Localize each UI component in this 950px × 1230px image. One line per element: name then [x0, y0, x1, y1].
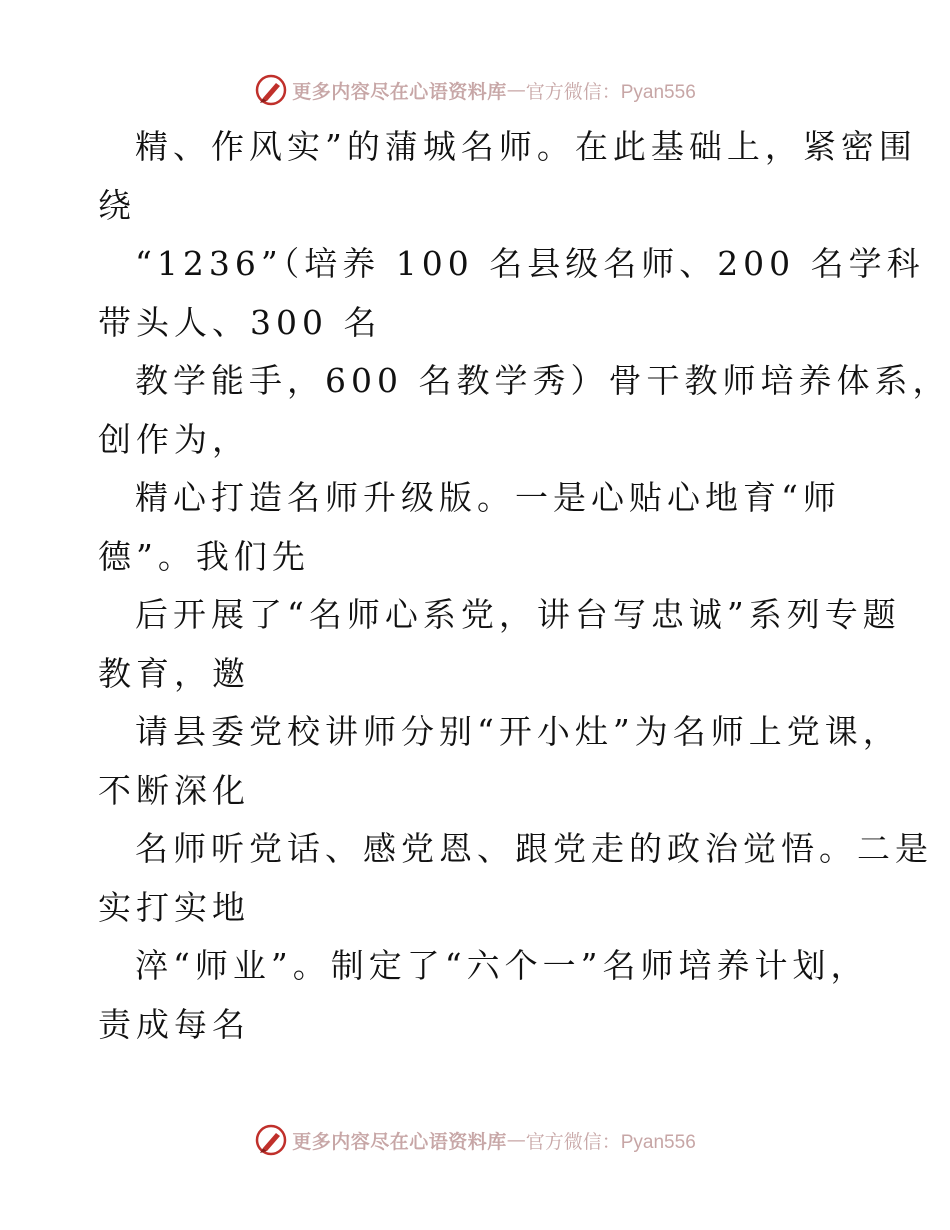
body-line: 精、作风实”的蒲城名师。在此基础上，紧密围	[135, 127, 917, 166]
banner-separator: —	[506, 79, 526, 101]
body-line: “1236”（培养 100 名县级名师、200 名学科	[135, 244, 925, 283]
header-banner	[0, 70, 950, 110]
body-line: 创作为，	[98, 419, 250, 459]
pen-logo-icon	[254, 1123, 288, 1157]
body-line: 教育，邀	[98, 653, 250, 693]
footer-banner	[0, 1120, 950, 1160]
banner-wechat-id: 官方微信：Pyan556	[525, 81, 696, 103]
body-line: 请县委党校讲师分别“开小灶”为名师上党课，	[135, 712, 901, 751]
banner-wechat-id: 官方微信：Pyan556	[525, 1131, 696, 1153]
body-line: 带头人、300 名	[98, 302, 382, 342]
body-line: 不断深化	[98, 770, 250, 810]
banner-title: 更多内容尽在心语资料库	[292, 1130, 507, 1153]
pen-logo-icon	[254, 73, 288, 107]
body-line: 绕	[98, 185, 136, 225]
body-line: 后开展了“名师心系党，讲台写忠诚”系列专题	[135, 595, 901, 634]
body-line: 教学能手，600 名教学秀）骨干教师培养体系，	[135, 361, 950, 400]
body-line: 德”。我们先	[98, 536, 310, 576]
body-line: 淬“师业”。制定了“六个一”名师培养计划，	[135, 946, 869, 985]
banner-title: 更多内容尽在心语资料库	[292, 80, 507, 103]
body-line: 责成每名	[98, 1004, 250, 1044]
document-body	[98, 118, 950, 1054]
body-line: 精心打造名师升级版。一是心贴心地育“师	[135, 478, 841, 517]
body-line: 实打实地	[98, 887, 250, 927]
body-line: 名师听党话、感党恩、跟党走的政治觉悟。二是	[135, 829, 933, 868]
banner-separator: —	[506, 1129, 526, 1151]
